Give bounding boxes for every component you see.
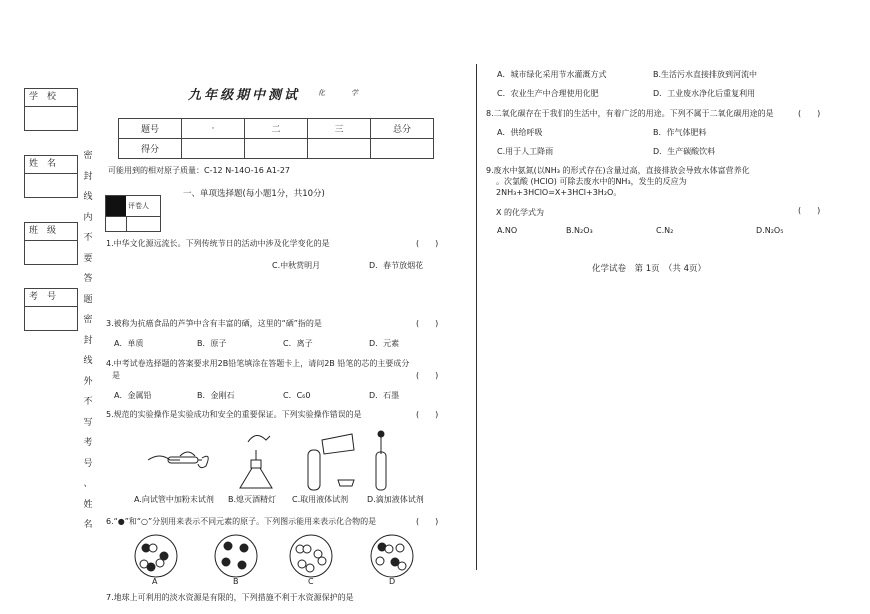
q6-answer-paren[interactable]: ( ): [416, 517, 439, 526]
q1-stem: 1.中华文化源远流长。下列传统节日的活动中涉及化学变化的是: [106, 239, 330, 248]
q9-option-b[interactable]: B.N₂O₃: [566, 226, 593, 235]
molecule-figure-c: [290, 535, 332, 577]
q9-answer-paren[interactable]: ( ): [798, 206, 821, 215]
q4-stem-cont: 是: [112, 371, 120, 380]
class-field[interactable]: [24, 222, 78, 265]
q9-option-c[interactable]: C.N₂: [656, 226, 674, 235]
school-field[interactable]: [24, 88, 78, 131]
test-tube-powder-figure: [148, 452, 208, 468]
q6-option-d[interactable]: D: [389, 577, 396, 586]
q6-option-c[interactable]: C: [308, 577, 314, 586]
q1-option-c[interactable]: C.中秋赏明月: [272, 261, 321, 270]
pour-liquid-figure: [308, 434, 354, 490]
q5-option-b[interactable]: B.熄灭酒精灯: [228, 495, 277, 504]
name-field[interactable]: [24, 155, 78, 198]
q9-stem-4: X 的化学式为: [496, 208, 545, 217]
q6-option-b[interactable]: B: [233, 577, 239, 586]
table-row: 题号 · 二 三 总分: [119, 119, 434, 139]
q3-stem: 3.被称为抗癌食品的芦笋中含有丰富的硒，这里的“硒”指的是: [106, 319, 322, 328]
q8-option-b[interactable]: B．作气体肥料: [653, 128, 707, 137]
q9-stem-2: 。次氯酸 (HClO) 可除去废水中的NH₃，发生的反应为: [496, 177, 687, 186]
section-heading: 一、单项选择题(每小题1分，共10分): [183, 189, 325, 199]
q6-molecule-figures: [130, 534, 420, 582]
q6-stem: 6.“●”和“○”分别用来表示不同元素的原子。下列图示能用来表示化合物的是: [106, 517, 377, 526]
grader-signature-box[interactable]: [105, 216, 161, 232]
q1-option-d[interactable]: D．春节放烟花: [369, 261, 424, 270]
q8-stem: 8.二氧化碳存在于我们的生活中，有着广泛的用途。下列不属于二氧化碳用途的是: [486, 109, 774, 118]
atomic-masses: 可能用到的相对原子质量：C-12 N-14O-16 A1-27: [108, 166, 291, 175]
class-label: 班 级: [25, 223, 77, 241]
alcohol-lamp-figure: [240, 435, 272, 488]
q8-option-c[interactable]: C.用于人工降雨: [497, 147, 554, 156]
q5-lab-figures: [140, 430, 430, 492]
q3-option-a[interactable]: A．单质: [114, 339, 144, 348]
q9-equation: 2NH₃+3HClO=X+3HCl+3H₂O。: [496, 188, 622, 197]
q4-stem: 4.中考试卷选择题的答案要求用2B铅笔填涂在答题卡上，请问2B 铅笔的芯的主要成分: [106, 359, 410, 368]
grader-box: [105, 195, 161, 217]
exam-subject: 化学: [318, 89, 384, 97]
molecule-figure-b: [215, 535, 257, 577]
q1-answer-paren[interactable]: ( ): [416, 239, 439, 248]
q7-option-c[interactable]: C．农业生产中合理使用化肥: [497, 89, 599, 98]
q7-option-b[interactable]: B.生活污水直接排放到河流中: [653, 70, 758, 79]
q3-answer-paren[interactable]: ( ): [416, 319, 439, 328]
table-row: 得分: [119, 139, 434, 159]
molecule-figure-d: [371, 535, 413, 577]
grader-label: 评卷人: [128, 202, 149, 210]
q8-option-d[interactable]: D．生产碳酸饮料: [653, 147, 716, 156]
q9-option-a[interactable]: A.NO: [497, 226, 518, 235]
q9-option-d[interactable]: D.N₂O₅: [756, 226, 784, 235]
column-divider: [476, 64, 477, 570]
q5-option-a[interactable]: A.向试管中加粉末试剂: [134, 495, 214, 504]
molecule-figure-a: [135, 535, 177, 577]
q8-answer-paren[interactable]: ( ): [798, 109, 821, 118]
q8-option-a[interactable]: A．供给呼吸: [497, 128, 543, 137]
q4-option-c[interactable]: C．C₆0: [283, 391, 311, 400]
page-footer: 化学试卷 第 1页 （共 4页）: [592, 264, 706, 274]
q5-option-c[interactable]: C.取用液体试剂: [292, 495, 349, 504]
exam-number-field[interactable]: [24, 288, 78, 331]
dropper-figure: [376, 431, 386, 490]
school-label: 学 校: [25, 89, 77, 107]
seal-line-text: 密 封 线 内 不 要 答 题 密 封 线 外 不 写 考 号 、 姓 名: [83, 151, 93, 530]
q3-option-b[interactable]: B．原子: [197, 339, 227, 348]
q7-stem: 7.地球上可利用的淡水资源是有限的，下列措施不利于水资源保护的是: [106, 593, 354, 602]
q7-option-d[interactable]: D．工业废水净化后重复利用: [653, 89, 756, 98]
q5-option-d[interactable]: D.滴加液体试剂: [367, 495, 424, 504]
exam-number-label: 考 号: [25, 289, 77, 307]
q4-option-a[interactable]: A．金属铅: [114, 391, 152, 400]
q3-option-c[interactable]: C．离子: [283, 339, 313, 348]
q7-option-a[interactable]: A．城市绿化采用节水灌溉方式: [497, 70, 607, 79]
q3-option-d[interactable]: D．元素: [369, 339, 400, 348]
q5-stem: 5.规范的实验操作是实验成功和安全的重要保证。下列实验操作错误的是: [106, 410, 362, 419]
name-label: 姓 名: [25, 156, 77, 174]
q4-option-b[interactable]: B．金刚石: [197, 391, 235, 400]
q4-option-d[interactable]: D．石墨: [369, 391, 400, 400]
exam-title: 九年级期中测试: [188, 88, 301, 103]
q6-option-a[interactable]: A: [152, 577, 158, 586]
q5-answer-paren[interactable]: ( ): [416, 410, 439, 419]
score-table: [118, 118, 434, 159]
q4-answer-paren[interactable]: ( ): [416, 371, 439, 380]
q9-stem: 9.废水中氨氮(以NH₃ 的形式存在)含量过高，直接排放会导致水体富营养化: [486, 166, 750, 175]
